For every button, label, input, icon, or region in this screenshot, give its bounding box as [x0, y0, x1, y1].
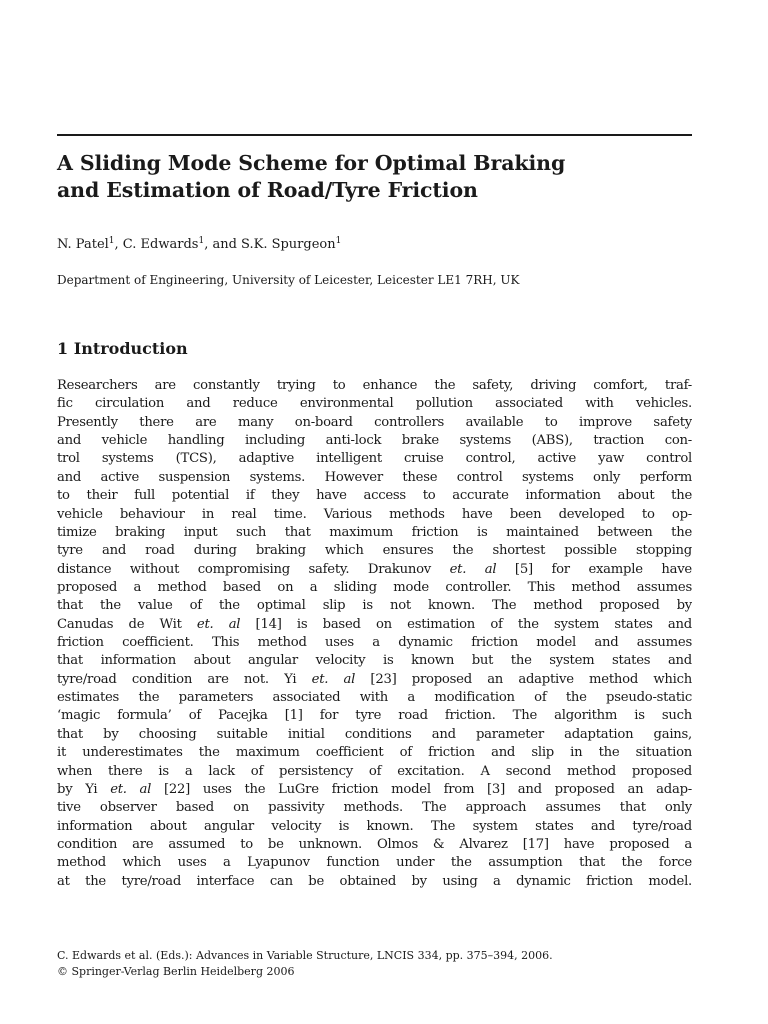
body-line: timize braking input such that maximum friction is maintained between the [57, 524, 692, 540]
body-line: that by choosing suitable initial conditions and parameter adaptation gains, [57, 726, 692, 742]
author-affiliation: Department of Engineering, University of Leicester, Leicester LE1 7RH, UK [57, 273, 520, 287]
introduction-body [57, 377, 692, 891]
section-title: Introduction [73, 339, 188, 358]
author-list [57, 236, 341, 254]
body-line: Presently there are many on-board controllers available to improve safety [57, 414, 692, 430]
body-line: tive observer based on passivity methods. The approach assumes that only [57, 800, 692, 816]
et-al-italic: et. al [196, 616, 241, 632]
body-line: friction coefficient. This method uses a dynamic friction model and assumes [57, 635, 692, 651]
body-line: distance without compromising safety. Drakunov et. al [5] for example have [57, 561, 692, 577]
et-al-italic: et. al [449, 561, 497, 577]
affiliation-mark: 1 [335, 236, 342, 246]
author-name: N. Patel [57, 237, 109, 252]
body-line: tyre/road condition are not. Yi et. al [23] proposed an adaptive method which [57, 671, 692, 687]
body-line: proposed a method based on a sliding mode controller. This method assumes [57, 579, 692, 595]
paper-page [57, 0, 692, 1024]
body-line: by Yi et. al [22] uses the LuGre friction model from [3] and proposed an adap- [57, 781, 692, 797]
body-line: it underestimates the maximum coefficient of friction and slip in the situation [57, 745, 692, 761]
body-line: at the tyre/road interface can be obtained by using a dynamic friction model. [57, 873, 692, 889]
affiliation-mark: 1 [198, 236, 205, 246]
author-separator: , [114, 237, 123, 252]
author-name: C. Edwards [122, 237, 199, 252]
body-line: method which uses a Lyapunov function under the assumption that the force [57, 855, 692, 871]
paper-title [57, 150, 692, 204]
body-line: vehicle behaviour in real time. Various methods have been developed to op- [57, 506, 692, 522]
body-line: to their full potential if they have access to accurate information about the [57, 488, 692, 504]
et-al-italic: et. al [311, 671, 356, 687]
body-line: condition are assumed to be unknown. Olmos & Alvarez [17] have proposed a [57, 836, 692, 852]
section-number: 1 [57, 339, 69, 358]
body-line: ‘magic formula’ of Pacejka [1] for tyre road friction. The algorithm is such [57, 708, 692, 724]
body-line: trol systems (TCS), adaptive intelligent cruise control, active yaw control [57, 451, 692, 467]
body-line: that information about angular velocity is known but the system states and [57, 653, 692, 669]
body-line: and active suspension systems. However these control systems only perform [57, 469, 692, 485]
body-line: Canudas de Wit et. al [14] is based on estimation of the system states and [57, 616, 692, 632]
section-heading [57, 338, 188, 360]
affiliation-mark: 1 [108, 236, 115, 246]
body-line: information about angular velocity is known. The system states and tyre/road [57, 818, 692, 834]
title-line: A Sliding Mode Scheme for Optimal Braking [57, 151, 566, 175]
author-separator: , and [204, 237, 242, 252]
top-rule [57, 134, 692, 136]
title-line: and Estimation of Road/Tyre Friction [57, 178, 478, 202]
citation-line: C. Edwards et al. (Eds.): Advances in Variable Structure, LNCIS 334, pp. 375–394, 2006. [57, 949, 553, 962]
body-line: that the value of the optimal slip is not known. The method proposed by [57, 598, 692, 614]
body-line: Researchers are constantly trying to enhance the safety, driving comfort, traf- [57, 378, 692, 393]
copyright-line: © Springer-Verlag Berlin Heidelberg 2006 [57, 964, 295, 978]
body-line: tyre and road during braking which ensures the shortest possible stopping [57, 543, 692, 559]
body-line: when there is a lack of persistency of excitation. A second method proposed [57, 763, 692, 779]
author-name: S.K. Spurgeon [241, 237, 336, 252]
body-line: fic circulation and reduce environmental pollution associated with vehicles. [57, 396, 692, 412]
body-line: and vehicle handling including anti-lock brake systems (ABS), traction con- [57, 433, 692, 449]
et-al-italic: et. al [110, 781, 152, 797]
body-line: estimates the parameters associated with a modification of the pseudo-static [57, 690, 692, 706]
page-footer [57, 948, 553, 979]
